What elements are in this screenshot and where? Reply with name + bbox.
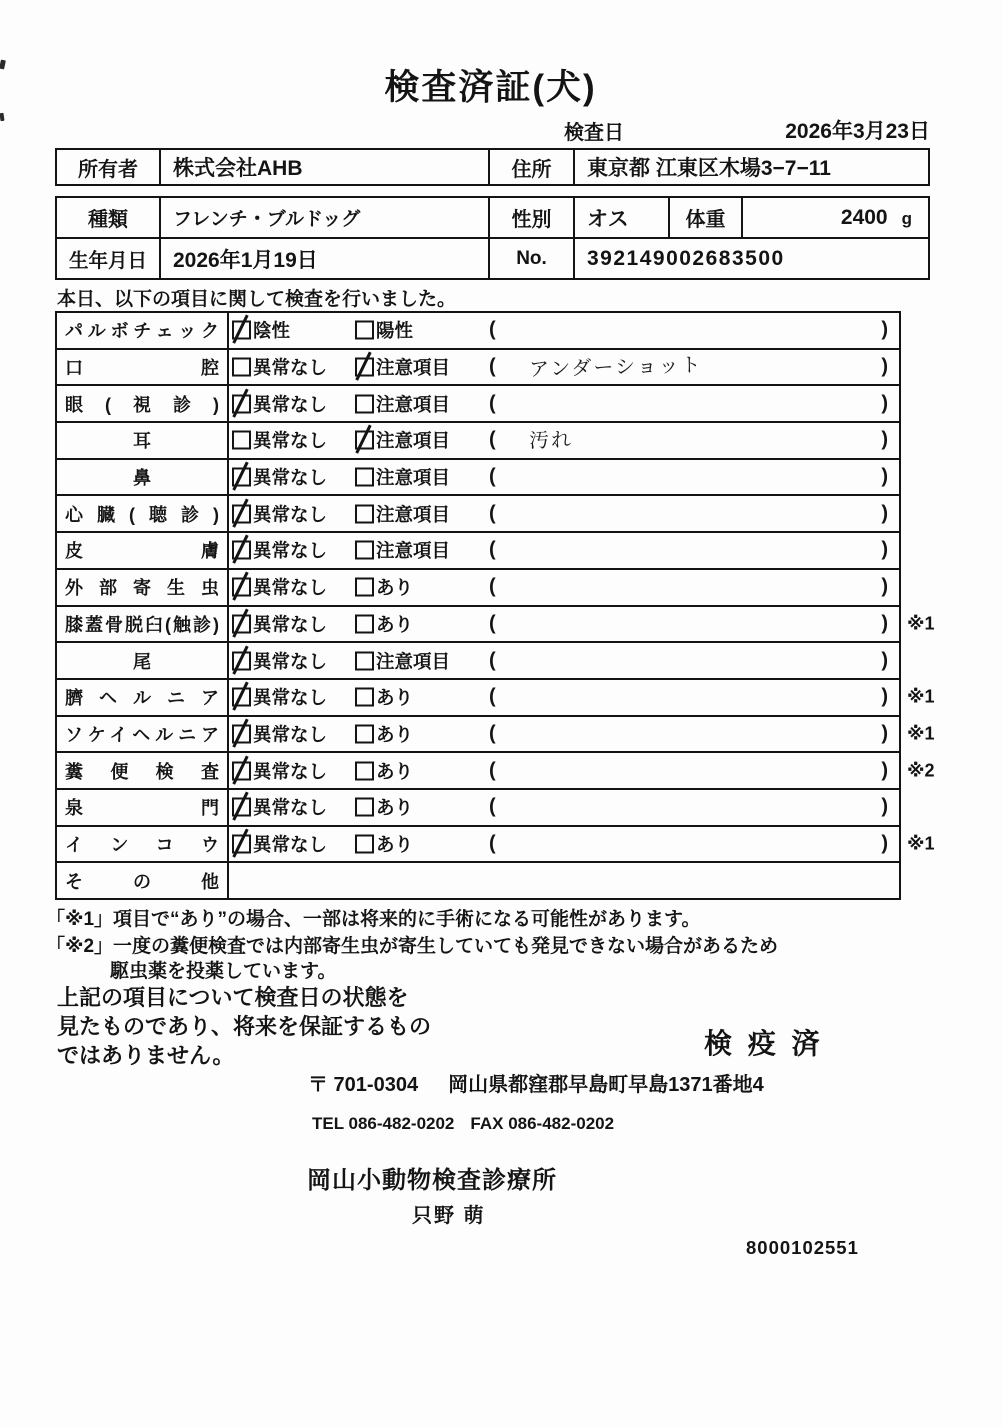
checkbox-checked-icon: [232, 834, 251, 853]
paren-open-glyph: (: [489, 649, 496, 672]
item-label: 臍ヘルニア: [65, 688, 219, 709]
item-content-cell: [229, 863, 899, 898]
option-label: 注意項目: [376, 650, 451, 672]
disclaimer-text: [57, 983, 431, 1070]
option-label: 注意項目: [376, 503, 451, 525]
inspection-date-value: 2026年3月23日: [785, 120, 930, 143]
item-label-cell: [57, 460, 229, 495]
checkbox-unchecked-icon: [355, 761, 374, 780]
checkbox-checked-icon: [232, 541, 251, 560]
item-label: 尾: [133, 651, 151, 672]
item-label: 耳: [133, 431, 151, 452]
paren-open-glyph: (: [489, 722, 496, 745]
item-label-cell: [57, 643, 229, 678]
item-content-cell: [229, 717, 899, 752]
checkbox-checked-icon: [232, 614, 251, 633]
item-label: 皮膚: [65, 541, 219, 562]
option-label: あり: [376, 833, 414, 855]
checkbox-unchecked-icon: [355, 688, 374, 707]
table-row: [57, 494, 899, 531]
table-row: [57, 421, 899, 458]
animal-info-table: [55, 196, 930, 280]
option-label: 異常なし: [253, 467, 328, 489]
option-label: 異常なし: [253, 577, 328, 599]
item-label-cell: [57, 863, 229, 898]
item-label: 糞便検査: [65, 761, 219, 782]
clinic-address: 岡山県都窪郡早島町早島1371番地4: [448, 1074, 764, 1096]
paren-open-glyph: (: [489, 392, 496, 415]
paren-open-glyph: (: [489, 759, 496, 782]
disclaimer-line: ではありません。: [57, 1043, 235, 1068]
paren-open-glyph: (: [489, 685, 496, 708]
checkbox-checked-icon: [232, 504, 251, 523]
checkbox-unchecked-icon: [355, 614, 374, 633]
item-label-cell: [57, 496, 229, 531]
table-row: [57, 348, 899, 385]
table-row: [57, 198, 928, 237]
item-label: その他: [65, 871, 219, 892]
breed-value: フレンチ・ブルドッグ: [161, 198, 490, 237]
table-row: [57, 568, 899, 605]
item-label: 泉門: [65, 798, 219, 819]
paren-open-glyph: (: [489, 318, 496, 341]
checkbox-unchecked-icon: [355, 504, 374, 523]
table-row: [57, 237, 928, 278]
option-label: 陽性: [376, 320, 414, 342]
quarantine-stamp: 検 疫 済: [704, 1028, 824, 1059]
paren-open-glyph: (: [489, 538, 496, 561]
checkbox-checked-icon: [232, 798, 251, 817]
paren-close-glyph: ): [881, 392, 888, 415]
paren-close-glyph: ): [881, 355, 888, 378]
item-content-cell: [229, 533, 899, 568]
item-label-cell: [57, 717, 229, 752]
option-label: 異常なし: [253, 687, 328, 709]
checkbox-unchecked-icon: [355, 394, 374, 413]
item-content-cell: [229, 790, 899, 825]
footnote-ref: ※2: [907, 760, 935, 781]
option-label: 注意項目: [376, 393, 451, 415]
option-label: 異常なし: [253, 613, 328, 635]
item-label: 心臓(聴診): [65, 504, 219, 525]
table-row: [57, 384, 899, 421]
checkbox-checked-icon: [232, 761, 251, 780]
table-row: [57, 605, 935, 642]
option-label: 異常なし: [253, 430, 328, 452]
option-label: 注意項目: [376, 357, 451, 379]
paren-close-glyph: ): [881, 685, 888, 708]
number-value: 392149002683500: [587, 246, 785, 270]
checkbox-checked-icon: [232, 724, 251, 743]
footnote-2-continued: 駆虫薬を投薬しています。: [110, 961, 337, 982]
paren-close-glyph: ): [881, 612, 888, 635]
checkbox-checked-icon: [232, 321, 251, 340]
option-label: あり: [376, 687, 414, 709]
item-content-cell: [229, 680, 899, 715]
inspection-date-label: 検査日: [564, 122, 624, 144]
option-label: あり: [376, 760, 414, 782]
checkbox-checked-icon: [355, 431, 374, 450]
owner-label: 所有者: [57, 150, 161, 184]
item-label-cell: [57, 386, 229, 421]
clinic-postal-code: 〒 701-0304: [308, 1074, 419, 1096]
table-row: [57, 678, 935, 715]
item-content-cell: [229, 753, 899, 788]
checkbox-unchecked-icon: [355, 468, 374, 487]
checkbox-checked-icon: [232, 578, 251, 597]
paren-close-glyph: ): [881, 795, 888, 818]
item-label: パルボチェック: [65, 321, 219, 342]
scan-artifact: [0, 113, 5, 121]
item-label-cell: [57, 753, 229, 788]
option-label: あり: [376, 613, 414, 635]
clinic-address-line: [308, 1068, 764, 1097]
disclaimer-line: 上記の項目について検査日の状態を: [57, 985, 409, 1010]
table-row: [57, 861, 899, 898]
paren-close-glyph: ): [881, 465, 888, 488]
checkbox-unchecked-icon: [232, 358, 251, 377]
table-row: [57, 313, 899, 348]
paren-close-glyph: ): [881, 832, 888, 855]
veterinarian-name: 只野 萌: [412, 1205, 486, 1227]
handwritten-note: 汚れ: [528, 429, 574, 453]
paren-close-glyph: ): [881, 759, 888, 782]
item-label-cell: [57, 570, 229, 605]
paren-close-glyph: ): [881, 538, 888, 561]
paren-close-glyph: ): [881, 318, 888, 341]
paren-open-glyph: (: [489, 832, 496, 855]
checkbox-unchecked-icon: [232, 431, 251, 450]
item-content-cell: [229, 607, 899, 642]
clinic-fax: FAX 086-482-0202: [470, 1114, 615, 1133]
address-label: 住所: [490, 150, 575, 184]
checkbox-unchecked-icon: [355, 724, 374, 743]
footnote-ref: ※1: [907, 686, 935, 707]
item-label: 口腔: [65, 358, 219, 379]
address-value: 東京都 江東区木場3−7−11: [587, 157, 831, 180]
item-content-cell: [229, 496, 899, 531]
option-label: 異常なし: [253, 393, 328, 415]
table-row: [57, 641, 899, 678]
paren-close-glyph: ): [881, 575, 888, 598]
item-label-cell: [57, 313, 229, 348]
table-row: [57, 751, 935, 788]
weight-unit: g: [901, 209, 912, 228]
option-label: 異常なし: [253, 357, 328, 379]
option-label: 異常なし: [253, 760, 328, 782]
item-label: 外部寄生虫: [65, 578, 219, 599]
paren-open-glyph: (: [489, 428, 496, 451]
option-label: 異常なし: [253, 503, 328, 525]
sex-label: 性別: [490, 198, 575, 237]
footnote-1: 「※1」項目で“あり”の場合、一部は将来的に手術になる可能性があります。: [46, 909, 701, 930]
birthdate-value: 2026年1月19日: [161, 239, 490, 278]
owner-value: 株式会社AHB: [161, 150, 490, 184]
item-content-cell: [229, 570, 899, 605]
footnote-ref: ※1: [907, 723, 935, 744]
paren-close-glyph: ): [881, 502, 888, 525]
item-label: インコウ: [65, 834, 219, 855]
clinic-phone-line: [312, 1114, 614, 1134]
weight-value: 2400: [840, 205, 888, 229]
clinic-tel: TEL 086-482-0202: [312, 1114, 455, 1133]
checkbox-unchecked-icon: [355, 798, 374, 817]
intro-sentence: 本日、以下の項目に関して検査を行いました。: [57, 289, 457, 310]
paren-open-glyph: (: [489, 465, 496, 488]
table-row: [57, 458, 899, 495]
paren-close-glyph: ): [881, 428, 888, 451]
breed-label: 種類: [57, 198, 161, 237]
item-label-cell: [57, 827, 229, 862]
option-label: 異常なし: [253, 723, 328, 745]
item-content-cell: [229, 643, 899, 678]
checkbox-unchecked-icon: [355, 651, 374, 670]
option-label: 注意項目: [376, 467, 451, 489]
item-label: 眼(視診): [65, 394, 219, 415]
paren-open-glyph: (: [489, 612, 496, 635]
sex-value: オス: [575, 198, 670, 237]
item-label-cell: [57, 423, 229, 458]
paren-open-glyph: (: [489, 795, 496, 818]
option-label: 異常なし: [253, 797, 328, 819]
paren-close-glyph: ): [881, 649, 888, 672]
item-label: ソケイヘルニア: [65, 724, 219, 745]
number-label: No.: [490, 239, 575, 278]
table-row: [57, 715, 935, 752]
item-content-cell: [229, 460, 899, 495]
item-label-cell: [57, 533, 229, 568]
table-row: [57, 825, 935, 862]
weight-value-cell: [743, 198, 928, 237]
item-label: 膝蓋骨脱臼(触診): [65, 614, 219, 635]
paren-open-glyph: (: [489, 502, 496, 525]
birthdate-label: 生年月日: [57, 239, 161, 278]
option-label: 注意項目: [376, 540, 451, 562]
option-label: あり: [376, 723, 414, 745]
footnote-ref: ※1: [907, 613, 935, 634]
disclaimer-line: 見たものであり、将来を保証するもの: [57, 1014, 432, 1039]
item-label-cell: [57, 607, 229, 642]
footnote-2: 「※2」一度の糞便検査では内部寄生虫が寄生していても発見できない場合があるため: [46, 936, 779, 957]
option-label: あり: [376, 577, 414, 599]
item-content-cell: [229, 313, 899, 348]
checkbox-unchecked-icon: [355, 834, 374, 853]
footnote-ref: ※1: [907, 833, 935, 854]
option-label: あり: [376, 797, 414, 819]
paren-close-glyph: ): [881, 722, 888, 745]
option-label: 異常なし: [253, 650, 328, 672]
item-label-cell: [57, 680, 229, 715]
item-label-cell: [57, 350, 229, 385]
item-label-cell: [57, 790, 229, 825]
checkbox-checked-icon: [232, 688, 251, 707]
item-content-cell: [229, 350, 899, 385]
item-content-cell: [229, 827, 899, 862]
checkbox-checked-icon: [355, 358, 374, 377]
table-row: [57, 531, 899, 568]
table-row: [57, 788, 899, 825]
checkbox-unchecked-icon: [355, 578, 374, 597]
serial-number: 8000102551: [746, 1237, 859, 1258]
item-content-cell: [229, 423, 899, 458]
weight-label: 体重: [670, 198, 743, 237]
checkbox-checked-icon: [232, 651, 251, 670]
checkbox-unchecked-icon: [355, 541, 374, 560]
handwritten-note: アンダーショット: [528, 354, 703, 382]
item-content-cell: [229, 386, 899, 421]
option-label: 異常なし: [253, 540, 328, 562]
paren-open-glyph: (: [489, 355, 496, 378]
owner-table: [55, 148, 930, 186]
checkbox-checked-icon: [232, 468, 251, 487]
paren-open-glyph: (: [489, 575, 496, 598]
document-title: 検査済証(犬): [384, 68, 597, 107]
option-label: 陰性: [253, 320, 291, 342]
inspection-table: [55, 311, 935, 900]
clinic-name: 岡山小動物検査診療所: [307, 1167, 557, 1194]
item-label: 鼻: [133, 468, 151, 489]
checkbox-checked-icon: [232, 394, 251, 413]
option-label: 異常なし: [253, 833, 328, 855]
option-label: 注意項目: [376, 430, 451, 452]
checkbox-unchecked-icon: [355, 321, 374, 340]
